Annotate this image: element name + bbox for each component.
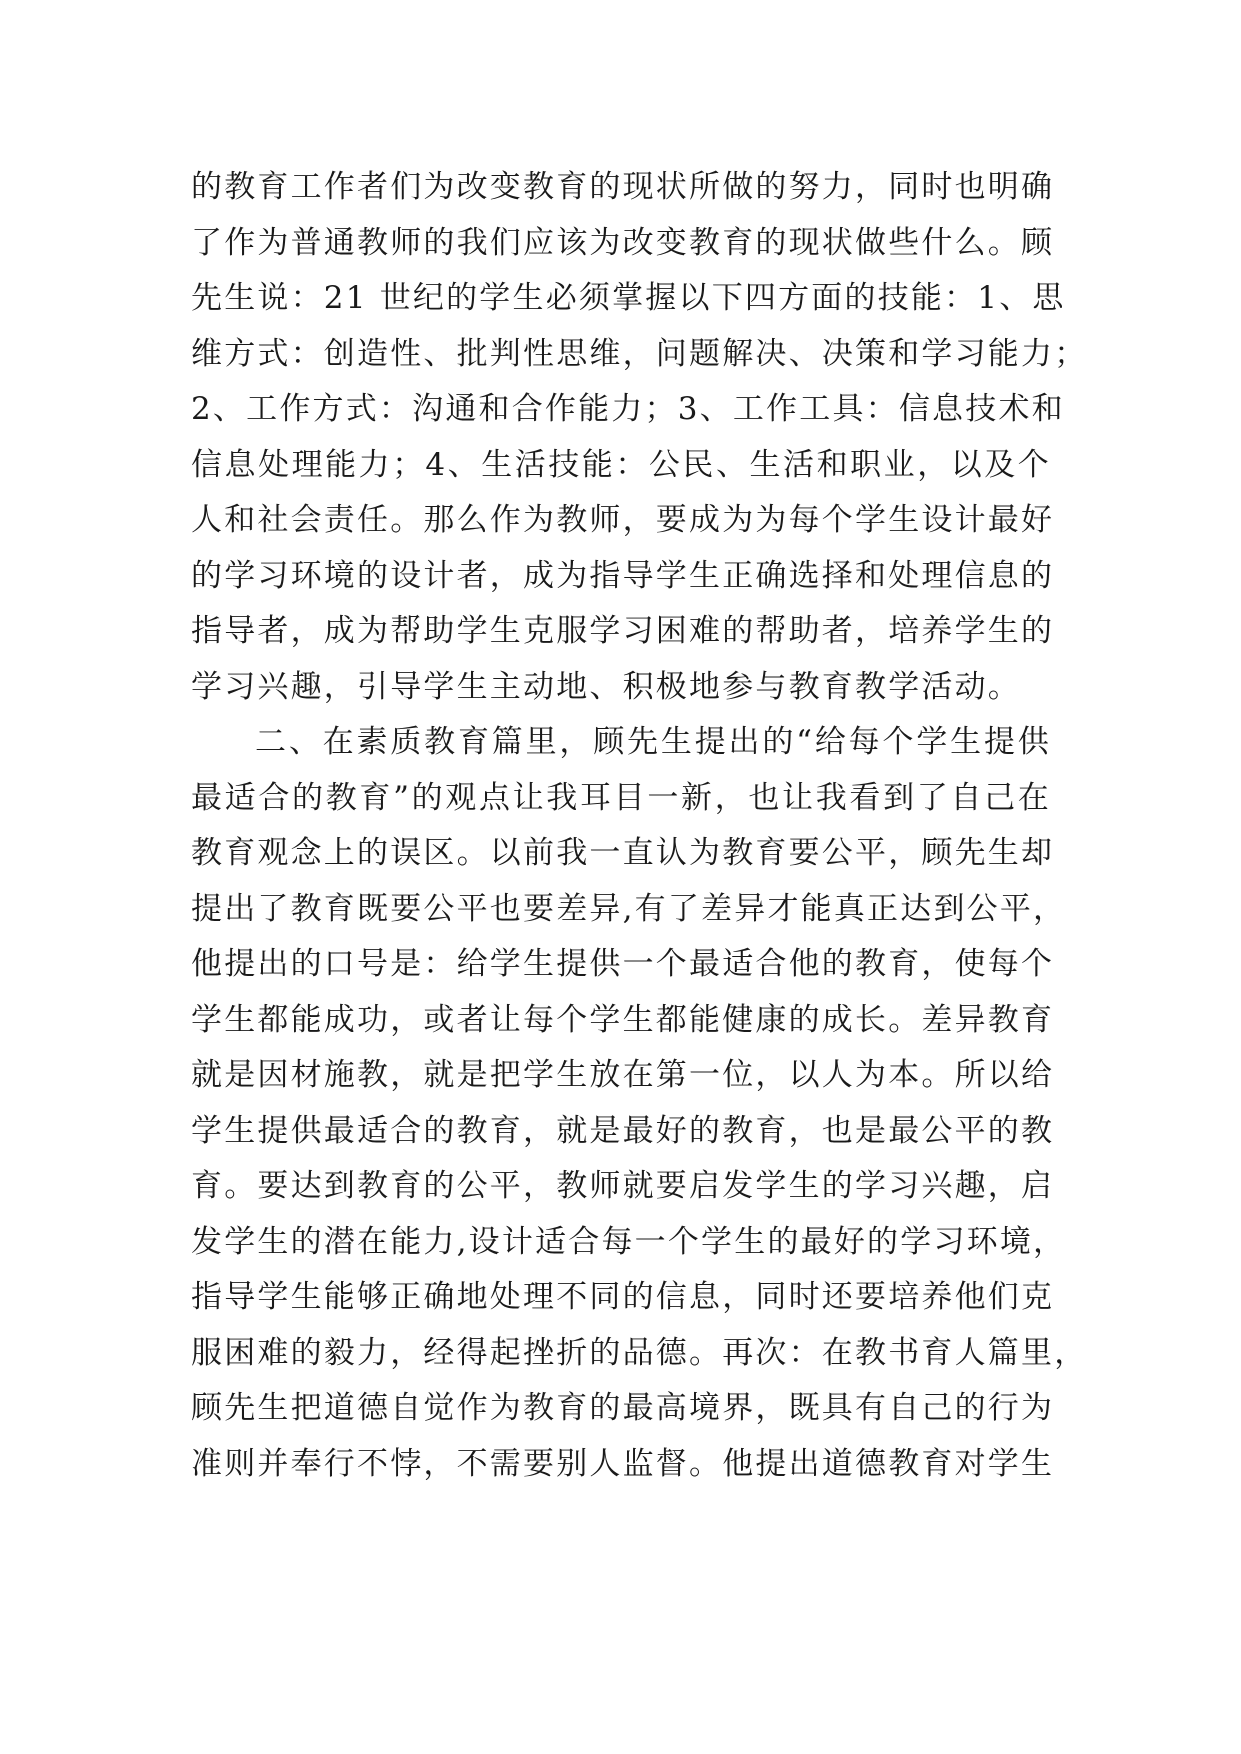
text-line: 服困难的毅力，经得起挫折的品德。再次：在教书育人篇里，	[191, 1334, 1088, 1371]
text-line: 指导者，成为帮助学生克服学习困难的帮助者，培养学生的	[191, 613, 1055, 649]
text-line: 学生提供最适合的教育，就是最好的教育，也是最公平的教	[191, 1112, 1055, 1149]
text-line: 最适合的教育”的观点让我耳目一新，也让我看到了自己在	[191, 779, 1051, 816]
text-line: 2、工作方式：沟通和合作能力；3、工作工具：信息技术和	[191, 391, 1065, 427]
text-line: 的教育工作者们为改变教育的现状所做的努力，同时也明确	[191, 169, 1055, 205]
text-line: 准则并奉行不悖，不需要别人监督。他提出道德教育对学生	[191, 1445, 1055, 1482]
text-line: 育。要达到教育的公平，教师就要启发学生的学习兴趣，启	[191, 1168, 1055, 1204]
text-line: 顾先生把道德自觉作为教育的最高境界，既具有自己的行为	[191, 1390, 1055, 1426]
text-line: 他提出的口号是：给学生提供一个最适合他的教育，使每个	[191, 946, 1055, 982]
text-line: 提出了教育既要公平也要差异,有了差异才能真正达到公平，	[191, 890, 1067, 927]
text-line: 学生都能成功，或者让每个学生都能健康的成长。差异教育	[191, 1001, 1055, 1038]
text-line: 人和社会责任。那么作为教师，要成为为每个学生设计最好	[191, 502, 1055, 538]
text-line: 就是因材施教，就是把学生放在第一位，以人为本。所以给	[191, 1057, 1055, 1093]
body-text	[191, 160, 1088, 1492]
paragraph-first-line: 二、在素质教育篇里，顾先生提出的“给每个学生提供	[255, 724, 1051, 760]
text-line: 先生说：21 世纪的学生必须掌握以下四方面的技能：1、思	[191, 280, 1066, 316]
text-line: 维方式：创造性、批判性思维，问题解决、决策和学习能力；	[191, 335, 1088, 372]
text-line: 指导学生能够正确地处理不同的信息，同时还要培养他们克	[191, 1279, 1055, 1315]
text-line: 的学习环境的设计者，成为指导学生正确选择和处理信息的	[191, 557, 1055, 594]
text-line: 发学生的潜在能力,设计适合每一个学生的最好的学习环境，	[191, 1223, 1067, 1260]
text-line: 学习兴趣，引导学生主动地、积极地参与教育教学活动。	[191, 668, 1021, 705]
text-line: 信息处理能力；4、生活技能：公民、生活和职业，以及个	[191, 446, 1051, 483]
text-line: 教育观念上的误区。以前我一直认为教育要公平，顾先生却	[191, 835, 1055, 871]
text-line: 了作为普通教师的我们应该为改变教育的现状做些什么。顾	[191, 224, 1055, 261]
